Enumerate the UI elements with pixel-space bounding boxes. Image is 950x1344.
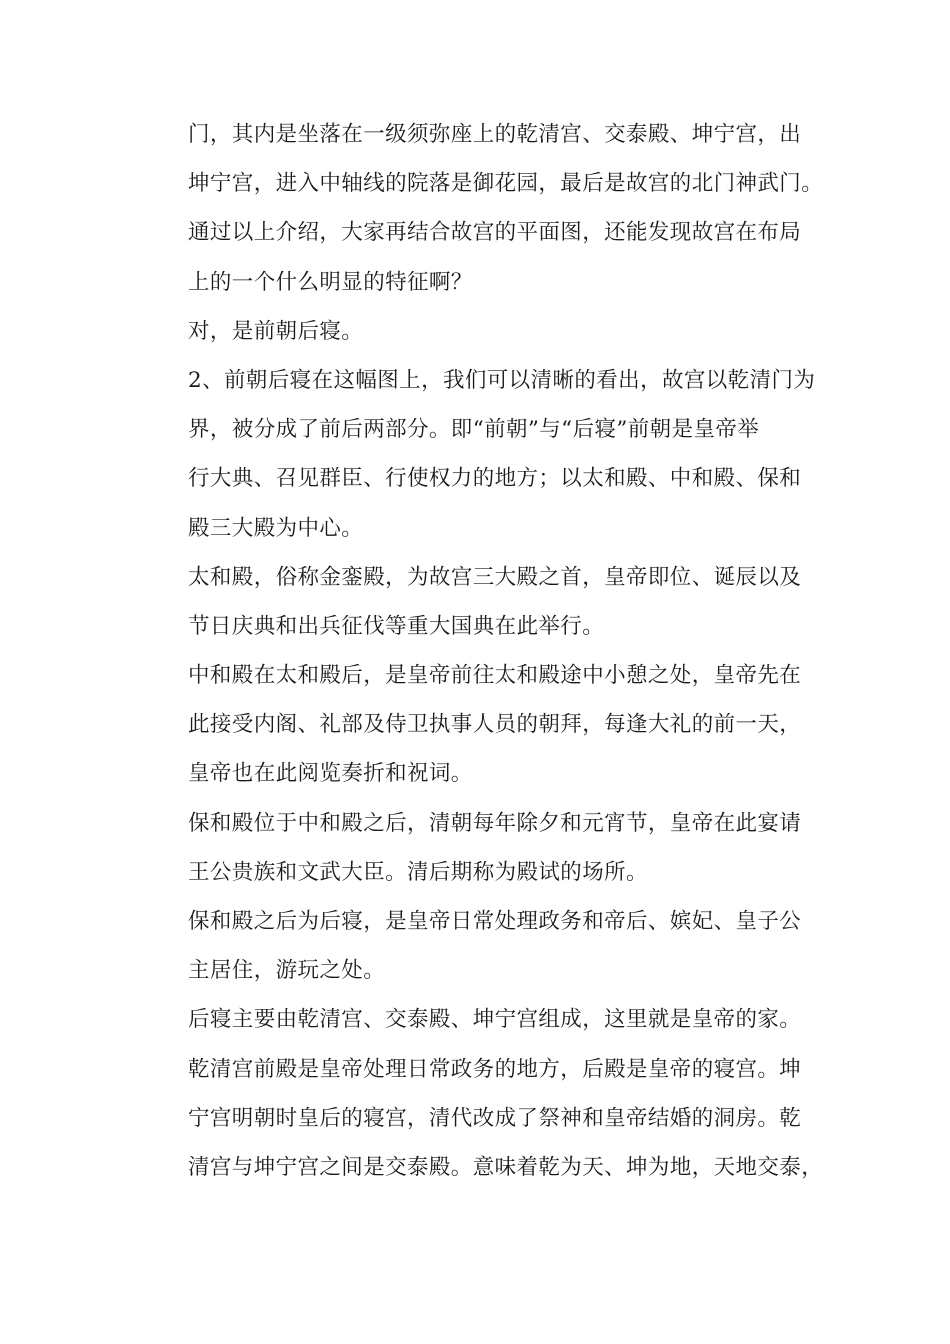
text-line: 宁宫明朝时皇后的寝宫，清代改成了祭神和皇帝结婚的洞房。乾 [188,1105,802,1131]
text-line: 清宫与坤宁宫之间是交泰殿。意味着乾为天、坤为地，天地交泰， [188,1154,824,1180]
text-line: 殿三大殿为中心。 [188,515,364,541]
text-line: 门，其内是坐落在一级须弥座上的乾清宫、交泰殿、坤宁宫，出 [188,122,802,147]
text-line: 节日庆典和出兵征伐等重大国典在此举行。 [188,613,605,639]
text-line: 保和殿之后为后寝，是皇帝日常处理政务和帝后、嫔妃、皇子公 [188,909,802,934]
text-line: 乾清宫前殿是皇帝处理日常政务的地方，后殿是皇帝的寝宫。坤 [188,1056,802,1082]
text-line: 王公贵族和文武大臣。清后期称为殿试的场所。 [188,859,648,885]
text-line: 后寝主要由乾清宫、交泰殿、坤宁宫组成，这里就是皇帝的家。 [188,1007,802,1033]
text-line: 此接受内阁、礼部及侍卫执事人员的朝拜，每逢大礼的前一天， [188,712,802,738]
text-line: 主居住，游玩之处。 [188,958,386,984]
text-line: 皇帝也在此阅览奏折和祝词。 [188,761,473,787]
text-line: 界，被分成了前后两部分。即“前朝”与“后寝”前朝是皇帝举 [188,417,760,443]
text-line: 中和殿在太和殿后，是皇帝前往太和殿途中小憩之处，皇帝先在 [188,663,802,689]
text-line: 坤宁宫，进入中轴线的院落是御花园，最后是故宫的北门神武门。 [188,171,824,197]
text-line: 太和殿，俗称金銮殿，为故宫三大殿之首，皇帝即位、诞辰以及 [188,564,802,590]
text-line: 通过以上介绍，大家再结合故宫的平面图，还能发现故宫在布局 [188,220,802,246]
text-line: 保和殿位于中和殿之后，清朝每年除夕和元宵节，皇帝在此宴请 [188,810,802,836]
text-line: 上的一个什么明显的特征啊？ [188,269,473,295]
body-text [188,117,828,1199]
text-line: 行大典、召见群臣、行使权力的地方；以太和殿、中和殿、保和 [188,466,802,492]
text-line: 2、前朝后寝在这幅图上，我们可以清晰的看出，故宫以乾清门为 [188,367,816,393]
text-line: 对，是前朝后寝。 [188,318,364,344]
